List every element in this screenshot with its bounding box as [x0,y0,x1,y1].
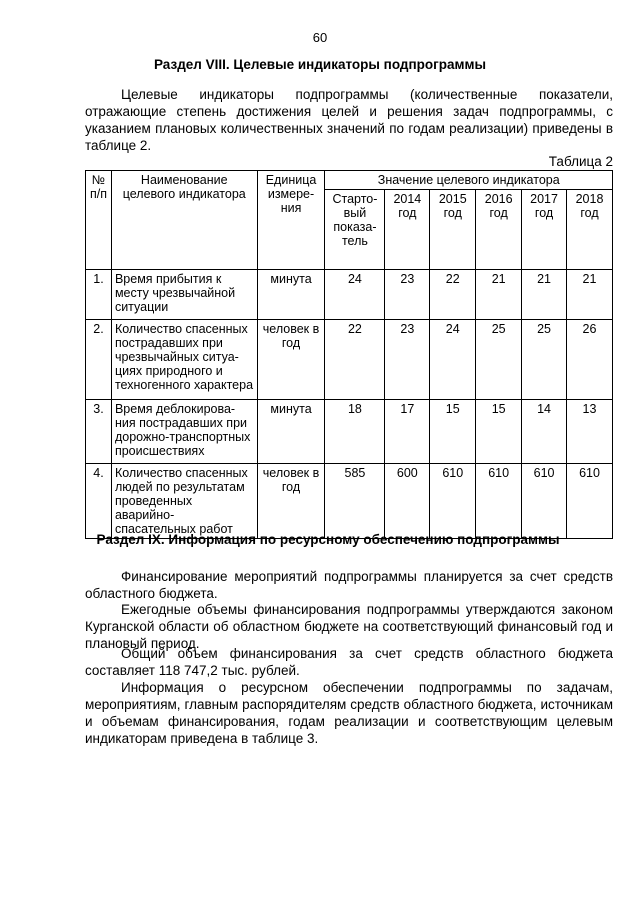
row-unit: минута [257,400,325,464]
row-num: 3. [86,400,112,464]
indicators-table [85,170,613,539]
row-name: Количество спасенных людей по результатам проведенных аварийно-спасательных работ [111,464,257,539]
row-value: 21 [522,270,567,320]
row-num: 2. [86,320,112,400]
row-name: Количество спасенных пострадавших при чрезвычайных ситуа-циях природного и техногенного характера [111,320,257,400]
row-value: 600 [385,464,430,539]
section-9-paragraph: Общий объем финансирования за счет средств областного бюджета составляет 118 747,2 тыс. рублей. [85,646,613,678]
row-value: 21 [476,270,522,320]
row-value: 585 [325,464,385,539]
row-value: 610 [522,464,567,539]
row-value: 25 [522,320,567,400]
row-value: 22 [325,320,385,400]
row-value: 610 [476,464,522,539]
table-row [86,400,613,464]
header-value-group: Значение целевого индикатора [325,171,613,190]
header-year: 2015 год [430,190,476,270]
section-8-title: Раздел VIII. Целевые индикаторы подпрограммы [153,57,486,72]
row-value: 24 [325,270,385,320]
table-row [86,464,613,539]
header-year: 2014 год [385,190,430,270]
header-name: Наименование целевого индикатора [111,171,257,270]
section-8-intro: Целевые индикаторы подпрограммы (количественные показатели, отражающие степень достижения целей и решения задач подпрограммы, с указанием плановых количественных значений по годам реализации) приведены в таблице 2. [85,87,613,153]
row-value: 13 [567,400,613,464]
row-value: 15 [430,400,476,464]
table-caption: Таблица 2 [548,154,613,169]
header-year: 2017 год [522,190,567,270]
section-9-paragraph: Информация о ресурсном обеспечении подпрограммы по задачам, мероприятиям, главным распорядителям средств областного бюджета, источникам и объемам финансирования, годам реализации и соответствующим целевым индикаторам приведена в таблице 3. [85,680,613,746]
row-value: 23 [385,320,430,400]
row-value: 22 [430,270,476,320]
header-unit: Единица измере-ния [257,171,325,270]
section-9-title: Раздел IX. Информация по ресурсному обеспечению подпрограммы [96,532,560,547]
row-value: 18 [325,400,385,464]
header-num: № п/п [86,171,112,270]
row-value: 26 [567,320,613,400]
header-year: 2016 год [476,190,522,270]
table-row [86,320,613,400]
row-value: 15 [476,400,522,464]
row-unit: человек в год [257,464,325,539]
row-unit: минута [257,270,325,320]
table-row [86,270,613,320]
page-number: 60 [312,30,328,45]
row-name: Время прибытия к месту чрезвычайной ситуации [111,270,257,320]
row-value: 14 [522,400,567,464]
row-value: 21 [567,270,613,320]
section-9-paragraph: Финансирование мероприятий подпрограммы планируется за счет средств областного бюджета. [85,569,613,601]
row-name: Время деблокирова-ния пострадавших при дорожно-транспортных происшествиях [111,400,257,464]
row-unit: человек в год [257,320,325,400]
row-num: 1. [86,270,112,320]
section-9-paragraph: Ежегодные объемы финансирования подпрограммы утверждаются законом Курганской области об областном бюджете на соответствующий финансовый год и плановый период. [85,602,613,651]
row-num: 4. [86,464,112,539]
row-value: 23 [385,270,430,320]
row-value: 610 [567,464,613,539]
row-value: 25 [476,320,522,400]
row-value: 24 [430,320,476,400]
table-header-row [86,171,613,190]
header-year: 2018 год [567,190,613,270]
row-value: 610 [430,464,476,539]
header-base: Старто-вый показа-тель [325,190,385,270]
row-value: 17 [385,400,430,464]
